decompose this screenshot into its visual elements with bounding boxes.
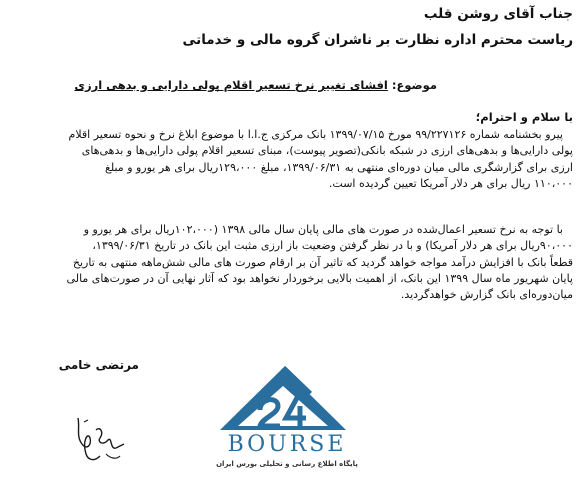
paragraph-line: ارزی برای گزارشگری مالی میان دوره‌ای منتهی به ۱۳۹۹/۰۶/۳۱، مبلغ ۱۲۹،۰۰۰ریال برای هر یورو و مبلغ	[104, 160, 573, 174]
paragraph-line: پیرو بخشنامه شماره ۹۹/۲۲۷۱۲۶ مورخ ۱۳۹۹/۰۷/۱۵ بانک مرکزی ج.ا.ا با موضوع ابلاغ نرخ و نحوه تسعیر اقلام	[68, 128, 563, 141]
paragraph-line: میان‌دوره‌ای بانک گزارش خواهدگردید.	[400, 288, 573, 302]
paragraph-line: با توجه به نرخ تسعیر اعمال‌شده در صورت های مالی پایان سال مالی ۱۳۹۸ (۱۰۲،۰۰۰ریال برای هر یورو و	[83, 223, 563, 236]
subject-text: افشای تغییر نرخ تسعیر اقلام پولی دارایی و بدهی ارزی	[74, 78, 388, 92]
paragraph-line: قطعاً بانک با افزایش درآمد مواجه خواهد گردید که تاثیر آن بر ارقام صورت های مالی شش‌ماهه منتهی به تاریخ	[72, 255, 573, 269]
paragraph-line: ۹۰،۰۰۰ریال برای هر دلار آمریکا) و با در نظر گرفتن وضعیت باز ارزی مثبت این بانک در تاریخ ۱۳۹۹/۰۶/۳۱،	[92, 239, 573, 253]
paragraph-line: ۱۱۰،۰۰۰ ریال برای هر دلار آمریکا تعیین گردیده است.	[328, 176, 573, 190]
handwritten-signature	[70, 410, 140, 470]
greeting: با سلام و احترام؛	[475, 110, 573, 124]
subject-line	[74, 78, 437, 92]
logo-tagline: پایگاه اطلاع رسانی و تحلیلی بورس ایران	[216, 460, 358, 468]
paragraph-line: پایان شهریور ماه سال ۱۳۹۹ این بانک، از اهمیت بالایی برخوردار نخواهد بود که آثار نهایی آن در صورت‌های مالی	[66, 271, 573, 285]
paragraph-line: پولی دارایی‌ها و بدهی‌های ارزی در شبکه بانکی(تصویر پیوست)، مبنای تسعیر اقلام پولی دارایی‌ها و بدهی‌های	[81, 144, 573, 158]
subject-label: موضوع:	[391, 78, 437, 92]
paragraph-2	[17, 222, 573, 303]
bourse-logo-icon	[198, 360, 368, 490]
paragraph-1	[17, 127, 573, 192]
recipient-name: جناب آقای روشن قلب	[423, 6, 573, 22]
recipient-title: ریاست محترم اداره نظارت بر ناشران گروه مالی و خدماتی	[182, 32, 573, 48]
logo-wordmark: BOURSE	[227, 432, 347, 457]
signer-name: مرتضی خامی	[58, 358, 139, 372]
